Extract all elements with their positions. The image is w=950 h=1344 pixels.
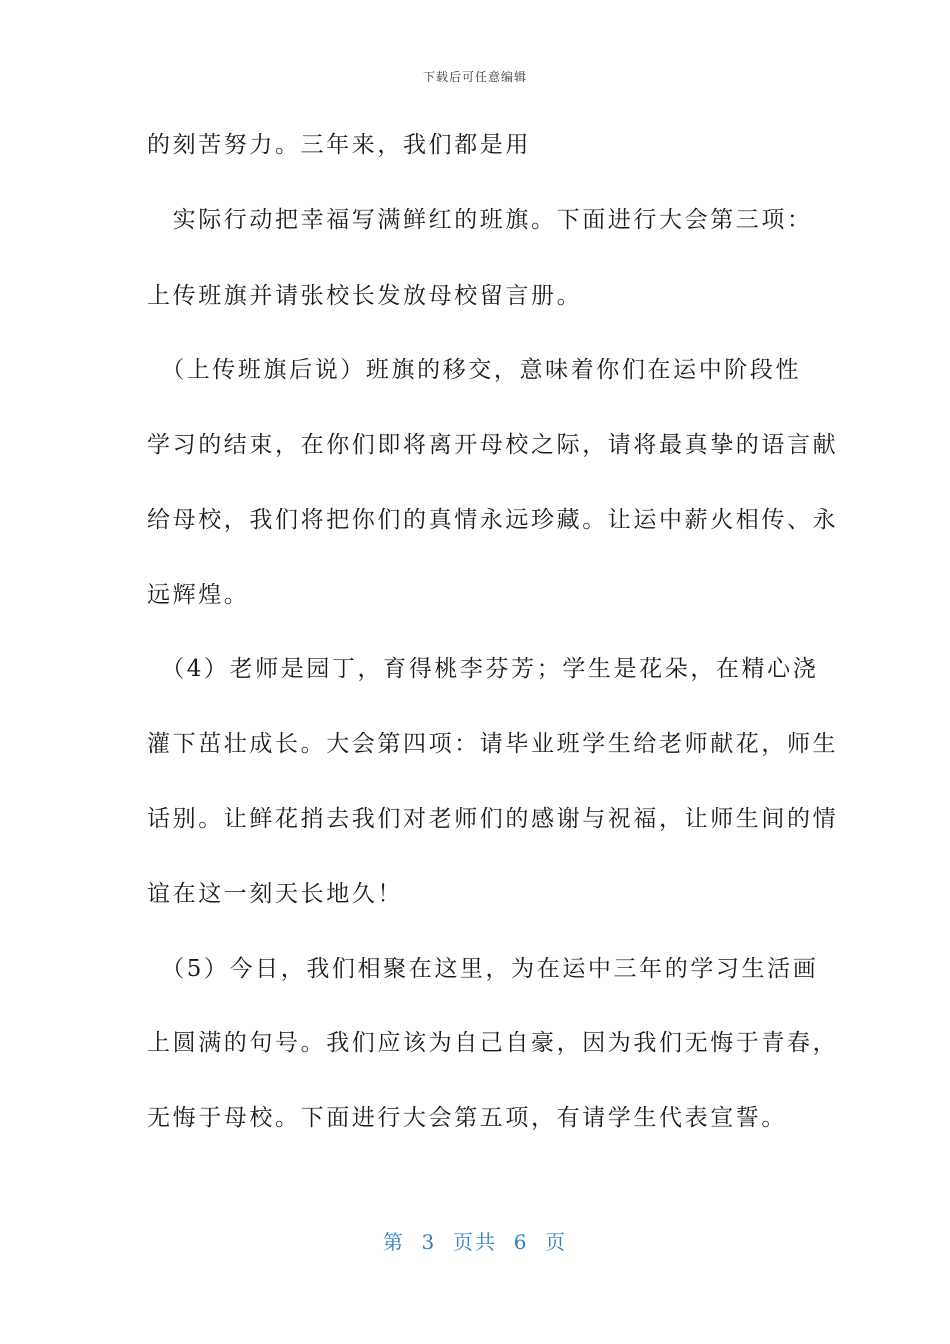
body-line: 学习的结束，在你们即将离开母校之际，请将最真挚的语言献 bbox=[147, 432, 839, 458]
body-line: 的刻苦努力。三年来，我们都是用 bbox=[147, 132, 531, 158]
body-line: 上圆满的句号。我们应该为自己自豪，因为我们无悔于青春， bbox=[147, 1030, 839, 1056]
body-line: 给母校，我们将把你们的真情永远珍藏。让运中薪火相传、永 bbox=[147, 507, 839, 533]
body-line: （4）老师是园丁，育得桃李芬芳；学生是花朵，在精心浇 bbox=[147, 656, 819, 682]
body-line: 上传班旗并请张校长发放母校留言册。 bbox=[147, 283, 583, 309]
body-line: （上传班旗后说）班旗的移交，意味着你们在运中阶段性 bbox=[147, 357, 802, 383]
body-line: （5）今日，我们相聚在这里，为在运中三年的学习生活画 bbox=[147, 956, 819, 982]
body-line: 远辉煌。 bbox=[147, 582, 250, 608]
body-line: 无悔于母校。下面进行大会第五项，有请学生代表宣誓。 bbox=[147, 1105, 787, 1131]
page-number: 第 3 页共 6 页 bbox=[382, 1230, 568, 1254]
body-line: 谊在这一刻天长地久！ bbox=[147, 881, 403, 907]
body-line: 实际行动把幸福写满鲜红的班旗。下面进行大会第三项： bbox=[147, 207, 813, 233]
body-line: 话别。让鲜花捎去我们对老师们的感谢与祝福，让师生间的情 bbox=[147, 806, 839, 832]
body-line: 灌下茁壮成长。大会第四项：请毕业班学生给老师献花，师生 bbox=[147, 731, 839, 757]
header-note: 下载后可任意编辑 bbox=[422, 70, 527, 84]
